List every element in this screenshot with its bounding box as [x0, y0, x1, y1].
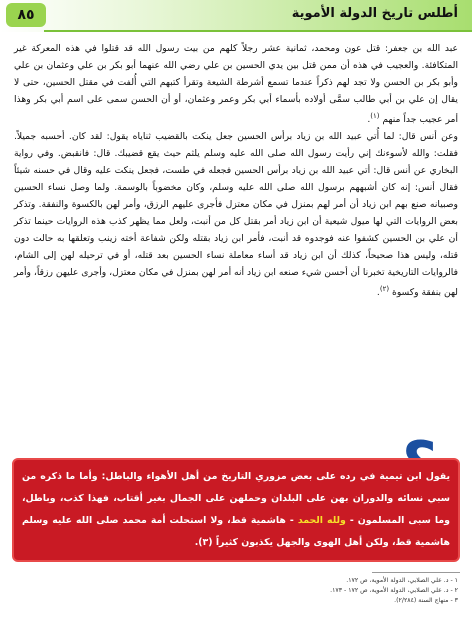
footnote-ref[interactable]: (٣) [198, 537, 213, 548]
paragraph: وعن أنس قال: لما أُتي عبيد الله بن زياد برأس الحسين جعل ينكت بالقضيب ثناياه يقول: لقد كان. أحسبه جميلاً. فقلت: والله لأسوءنك إني رأيت رسول الله صلى الله عليه وسلم يلثم حيث يقع قضيبك. قال: فانقبض. وفي رواية البخاري عن أنس قال: أتي عبيد الله بن زياد برأس الحسين فجعله في طست، فجعل ينكت عليه وقال في حسنه شيئاً فقال أنس: إنه كان أشبههم برسول الله صلى الله عليه وسلم، وكان مخضوباً بالوسمة. ولما وصل نساء الحسين وصبيانه صنع بهم ابن زياد أن أمر لهم بمنزل في مكان معتزل فأجرى عليهم الرزق، وأمر لهن بالكسوة والنفقة. وتذكر بعض الروايات التي لها ميول شيعية أن ابن زياد أمر بقتل كل من أنبت، ولعل مما يظهر كذب هذه الروايات حينما تذكر أن علي بن الحسين كشفوا عنه فوجدوه قد أنبت، فأمر ابن زياد بقتله ولكن شفاعة أخته زينب وتعلقها به حالت دون قتله، وليس هذا صحيحاً، كذلك أن ابن زياد قد أساء معاملة نساء الحسين بعد قتله، أو في ترحيله لهن إلى الشام، فالروايات التاريخية تخبرنا أن أحسن شيء صنعه ابن زياد أنه أمر لهن بمنزل في مكان معتزل، وأجرى عليهن رزقاً، وأمر لهن بنفقة وكسوة $^{(٢)}$. [14, 131, 458, 299]
quote-text: يقول ابن تيمية في رده على بعض مزوري التاريخ من أهل الأهواء والباطل: وأما ما ذكره من سبي نسائه والدوران بهن على البلدان وحملهن على الجمال بغير أقتاب، فهذا كذب، وباطل، وما سبى المسلمون - ولله الحمد - هاشمية قط، ولا استحلت أمة محمد صلى الله عليه وسلم هاشمية قط، ولكن أهل الهوى والجهل يكذبون كثيراً (٣). [22, 471, 451, 548]
footnote: ٣ - منهاج السنة (٢/٢٨٤). [394, 597, 458, 604]
quote-text-after: هاشمية قط، ولا استحلت أمة محمد صلى الله عليه وسلم هاشمية قط، ولكن أهل الهوى والجهل يكذبون كثيراً [22, 515, 450, 548]
footnote-ref[interactable]: (١) [370, 112, 380, 120]
footnote-ref[interactable]: (٢) [379, 285, 390, 294]
page-number: ٨٥ [6, 3, 46, 27]
body-text [14, 40, 458, 301]
quote-highlight: ولله الحمد [297, 515, 346, 526]
paragraph: عبد الله بن جعفر: قتل عون ومحمد، ثمانية عشر رجلاً كلهم من بيت رسول الله قد قتلوا في هذه المعركة غير المتكافئة. والعجيب في هذه أن ممن قتل بين يدي الحسين بن علي رضي الله عنهما أبو بكر بن علي وعثمان بن علي وأبو بكر بن الحسن ولا تجد لهم ذكراً عندما تسمع أشرطة الشيعة وتقرأ كتبهم التي أُلفت في مقتل الحسين، حتى لا يقال إن علي بن أبي طالب سمَّى أولاده بأسماء أبي بكر وعمر وعثمان، أو أن الحسن سمى على اسم أبي بكر وهذا أمر عجيب جداً منهم $^{(١)}$. [14, 43, 458, 126]
footnotes [14, 576, 458, 606]
book-title: أطلس تاريخ الدولة الأموية [291, 6, 458, 21]
paragraph-text: وعن أنس قال: لما أُتي عبيد الله بن زياد برأس الحسين جعل ينكت بالقضيب ثناياه يقول: لقد كان. أحسبه جميلاً. فقلت: والله لأسوءنك إني رأيت رسول الله صلى الله عليه وسلم يلثم حيث يقع قضيبك. قال: فانقبض. وفي رواية البخاري عن أنس قال: أتي عبيد الله بن زياد برأس الحسين فجعله في طست، فجعل ينكت عليه وقال في حسنه شيئاً فقال أنس: إنه كان أشبههم برسول الله صلى الله عليه وسلم، وكان مخضوباً بالوسمة. ولما وصل نساء الحسين وصبيانه صنع بهم ابن زياد أن أمر لهم بمنزل في مكان معتزل فأجرى عليهم الرزق، وأمر لهن بالكسوة والنفقة. وتذكر بعض الروايات التي لها ميول شيعية أن ابن زياد أمر بقتل كل من أنبت، ولعل مما يظهر كذب هذه الروايات حينما تذكر أن علي بن الحسين كشفوا عنه فوجدوه قد أنبت، فأمر ابن زياد بقتله ولكن شفاعة أخته زينب وتعلقها به حالت دون قتله، وليس هذا صحيحاً، كذلك أن ابن زياد قد أساء معاملة نساء الحسين بعد قتله، أو في ترحيله لهن إلى الشام، فالروايات التاريخية تخبرنا أن أحسن شيء صنعه ابن زياد أنه أمر لهن بمنزل في مكان معتزل، وأجرى عليهن رزقاً، وأمر لهن بنفقة وكسوة [14, 131, 458, 299]
quote-text-before: يقول ابن تيمية في رده على بعض مزوري التاريخ من أهل الأهواء والباطل: وأما ما ذكره من سبي نسائه والدوران بهن على البلدان وحملهن على الجمال بغير أقتاب، فهذا كذب، وباطل، وما سبى المسلمون [22, 471, 451, 526]
footnote-divider [372, 572, 460, 573]
page-header [0, 0, 472, 32]
footnote: ٢ - د. علي الصلابي، الدولة الأموية، ص ١٧٢ - ١٧٣. [330, 587, 458, 594]
paragraph-text: عبد الله بن جعفر: قتل عون ومحمد، ثمانية عشر رجلاً كلهم من بيت رسول الله قد قتلوا في هذه المعركة غير المتكافئة. والعجيب في هذه أن ممن قتل بين يدي الحسين بن علي رضي الله عنهما أبو بكر بن علي وعثمان بن علي وأبو بكر بن الحسن ولا تجد لهم ذكراً عندما تسمع أشرطة الشيعة وتقرأ كتبهم التي أُلفت في مقتل الحسين، حتى لا يقال إن علي بن أبي طالب سمَّى أولاده بأسماء أبي بكر وعمر وعثمان، أو أن الحسن سمى على اسم أبي بكر وهذا أمر عجيب جداً منهم [14, 43, 458, 126]
header-rule [44, 30, 472, 32]
footnote: ١ - د. علي الصلابي، الدولة الأموية، ص ١٧٢. [346, 577, 458, 584]
